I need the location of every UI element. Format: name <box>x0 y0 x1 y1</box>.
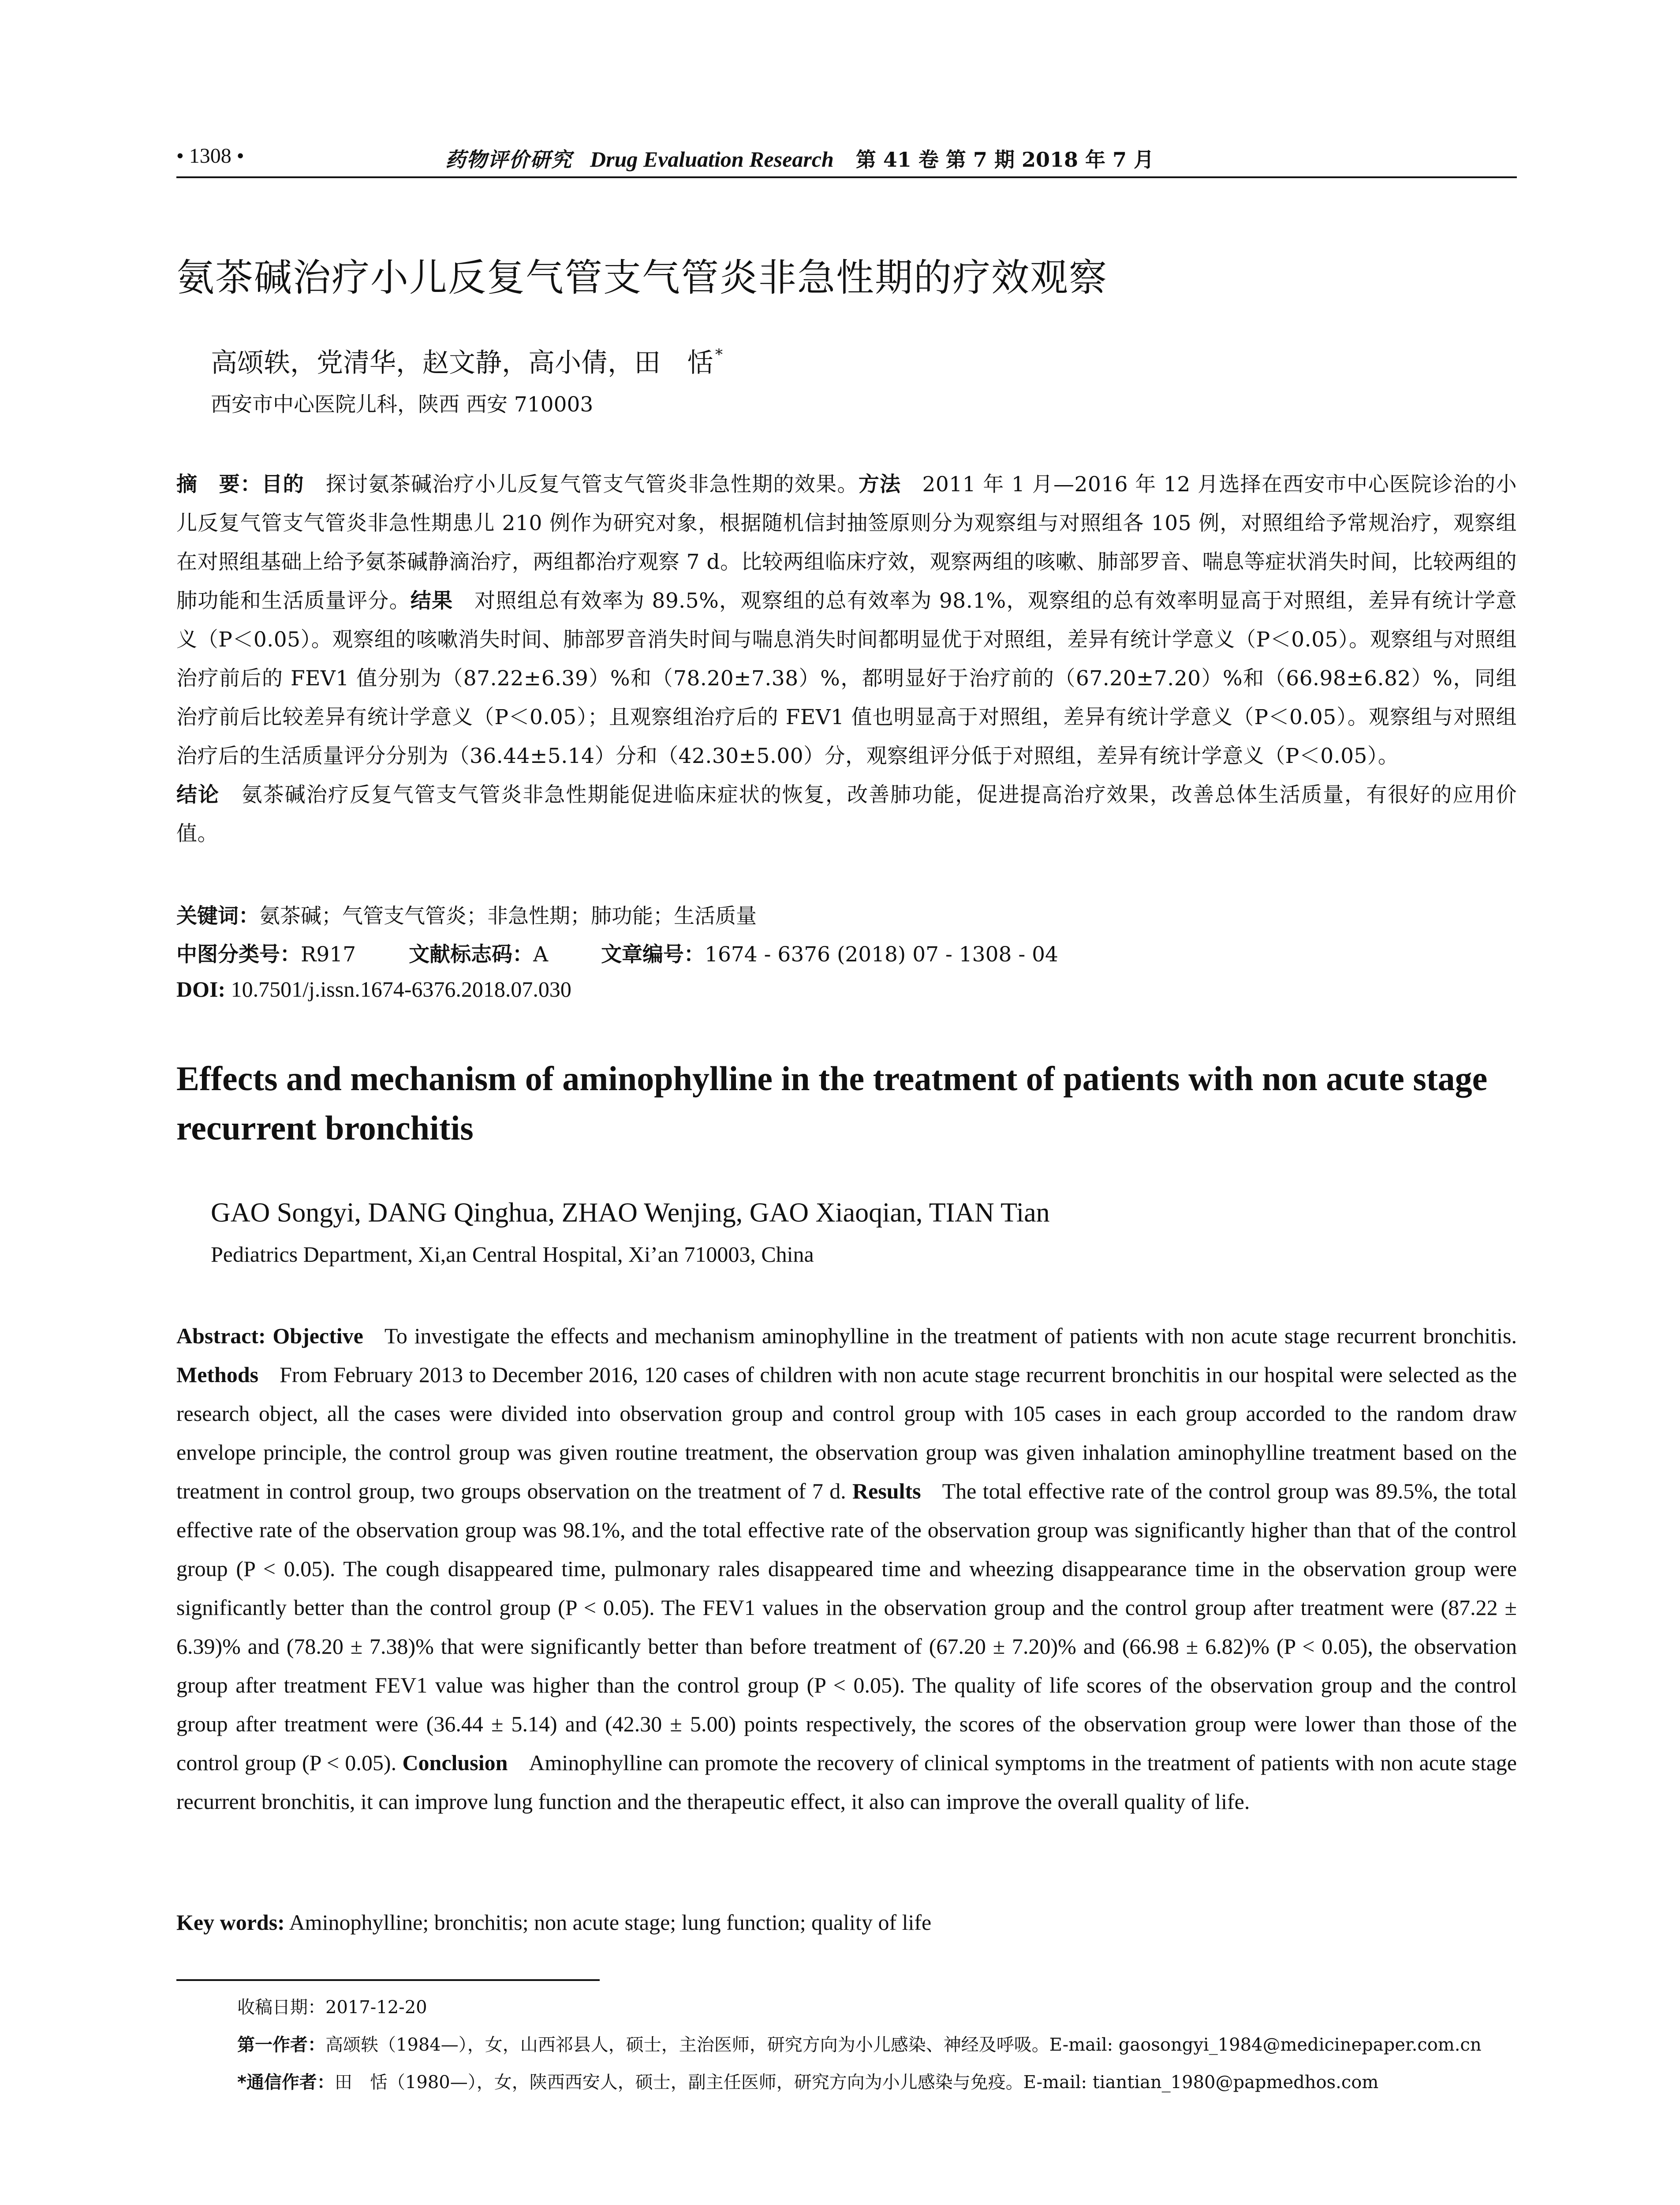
issue-info: 第 41 卷 第 7 期 2018 年 7 月 <box>855 148 1154 172</box>
received-date: 收稿日期：2017-12-20 <box>237 1997 427 2018</box>
cn-results-label: 结果 <box>410 589 453 613</box>
en-affiliation: Pediatrics Department, Xi,an Central Hospital, Xi’an 710003, China <box>211 1242 814 1267</box>
cn-keywords-text: 氨茶碱；气管支气管炎；非急性期；肺功能；生活质量 <box>259 904 757 928</box>
corresponding-author-note <box>237 2068 1378 2093</box>
journal-name-en: Drug Evaluation Research <box>590 147 834 172</box>
article-no-value: 1674 - 6376 (2018) 07 - 1308 - 04 <box>705 942 1058 967</box>
class-label: 中图分类号： <box>176 942 301 967</box>
en-objective-label: Objective <box>273 1323 363 1348</box>
first-author-note <box>237 2031 1482 2056</box>
en-objective-text: To investigate the effects and mechanism aminophylline in the treatment of patients with non acute stage recurrent bronchitis. <box>384 1323 1517 1348</box>
page-number: • 1308 • <box>176 144 244 168</box>
cn-objective-label: 目的 <box>261 472 304 497</box>
article-no-label: 文章编号： <box>601 942 705 967</box>
cn-authors <box>211 342 723 380</box>
en-conclusion-label: Conclusion <box>402 1750 508 1775</box>
cn-abstract <box>176 465 1517 853</box>
doc-code-value: A <box>533 942 549 967</box>
cn-methods-label: 方法 <box>858 472 901 497</box>
en-results-text: The total effective rate of the control group was 89.5%, the total effective rate of the observation group was 98.1%, and the total effective rate of the observation group was significantly higher than that of the control group (P < 0.05). The cough disappeared time, pulmonary rales disappeared time and wheezing disappearance time in the observation group were significantly better than the control group (P < 0.05). The FEV1 values in the observation group and the control group after treatment were (87.22 ± 6.39)% and (78.20 ± 7.38)% that were significantly better than before treatment of (67.20 ± 7.20)% and (66.98 ± 6.82)% (P < 0.05), the observation group after treatment FEV1 value was higher than the control group (P < 0.05). The quality of life scores of the observation group and the control group after treatment were (36.44 ± 5.14) and (42.30 ± 5.00) points respectively, the scores of the observation group were lower than those of the control group (P < 0.05). <box>176 1479 1517 1775</box>
en-abstract-label: Abstract: <box>176 1323 266 1348</box>
header-rule <box>176 176 1517 178</box>
en-methods-label: Methods <box>176 1362 259 1387</box>
cn-author-list: 高颂轶，党清华，赵文静，高小倩，田 恬 <box>211 348 713 378</box>
cn-results-text: 对照组总有效率为 89.5%，观察组的总有效率为 98.1%，观察组的总有效率明显高于对照组，差异有统计学意义（P＜0.05）。观察组的咳嗽消失时间、肺部罗音消失时间与喘息消失时间都明显优于对照组，差异有统计学意义（P＜0.05）。观察组与对照组治疗前后的 FEV1 值分别为（87.22±6.39）%和（78.20±7.38）%，都明显好于治疗前的（67.20±7.20）%和（66.98±6.82）%，同组治疗前后比较差异有统计学意义（P＜0.05）；且观察组治疗后的 FEV1 值也明显高于对照组，差异有统计学意义（P＜0.05）。观察组与对照组治疗后的生活质量评分分别为（36.44±5.14）分和（42.30±5.00）分，观察组评分低于对照组，差异有统计学意义（P＜0.05）。 <box>176 589 1517 768</box>
corresponding-label: *通信作者： <box>237 2072 335 2093</box>
en-conclusion-text: Aminophylline can promote the recovery of clinical symptoms in the treatment of patients with non acute stage recurrent bronchitis, it can improve lung function and the therapeutic effect, it also can improve the overall quality of life. <box>176 1750 1517 1814</box>
first-author-label: 第一作者： <box>237 2035 325 2055</box>
cn-abstract-label: 摘 要： <box>176 472 262 497</box>
doi-value: 10.7501/j.issn.1674-6376.2018.07.030 <box>231 977 571 1002</box>
footnote-rule <box>176 1979 600 1981</box>
journal-logo-cn: 药物评价研究 <box>445 148 572 172</box>
corresponding-text: 田 恬（1980—），女，陕西西安人，硕士，副主任医师，研究方向为小儿感染与免疫。E-mail: tiantian_1980@papmedhos.com <box>334 2072 1379 2093</box>
cn-methods-text: 2011 年 1 月—2016 年 12 月选择在西安市中心医院诊治的小儿反复气管支气管炎非急性期患儿 210 例作为研究对象，根据随机信封抽签原则分为观察组与对照组各 105 例，对照组给予常规治疗，观察组在对照组基础上给予氨茶碱静滴治疗，两组都治疗观察 7 d。比较两组临床疗效，观察两组的咳嗽、肺部罗音、喘息等症状消失时间，比较两组的肺功能和生活质量评分。 <box>176 472 1517 613</box>
en-title: Effects and mechanism of aminophylline in the treatment of patients with non acute stage recurrent bronchitis <box>176 1059 1488 1147</box>
cn-objective-text: 探讨氨茶碱治疗小儿反复气管支气管炎非急性期的效果。 <box>325 472 859 497</box>
en-abstract <box>176 1316 1517 1821</box>
en-keywords-text: Aminophylline; bronchitis; non acute stage; lung function; quality of life <box>289 1910 932 1935</box>
en-authors: GAO Songyi, DANG Qinghua, ZHAO Wenjing, GAO Xiaoqian, TIAN Tian <box>211 1198 1050 1228</box>
cn-affiliation: 西安市中心医院儿科，陕西 西安 710003 <box>211 392 594 417</box>
doi-label: DOI: <box>176 977 226 1002</box>
en-keywords-label: Key words: <box>176 1910 285 1935</box>
cn-keywords <box>176 900 757 929</box>
doc-code-label: 文献标志码： <box>409 942 534 967</box>
cn-title: 氨茶碱治疗小儿反复气管支气管炎非急性期的疗效观察 <box>176 256 1108 300</box>
en-results-label: Results <box>852 1479 921 1503</box>
doi-line <box>176 976 571 1002</box>
cn-conclusion-text: 氨茶碱治疗反复气管支气管炎非急性期能促进临床症状的恢复，改善肺功能，促进提高治疗效果，改善总体生活质量，有很好的应用价值。 <box>176 783 1517 846</box>
first-author-text: 高颂轶（1984—），女，山西祁县人，硕士，主治医师，研究方向为小儿感染、神经及呼吸。E-mail: gaosongyi_1984@medicinepaper.com.cn <box>325 2035 1482 2055</box>
cn-keywords-label: 关键词： <box>176 904 259 928</box>
cn-conclusion-label: 结论 <box>176 783 220 807</box>
en-methods-text: From February 2013 to December 2016, 120 cases of children with non acute stage recurrent bronchitis in our hospital were selected as the research object, all the cases were divided into observation group and control group with 105 cases in each group accorded to the random draw envelope principle, the control group was given routine treatment, the observation group was given inhalation aminophylline treatment based on the treatment in control group, two groups observation on the treatment of 7 d. <box>176 1362 1517 1503</box>
running-header <box>445 144 1154 173</box>
en-keywords <box>176 1910 931 1935</box>
cn-classification <box>176 938 1058 968</box>
class-value: R917 <box>301 942 356 967</box>
corresponding-mark: * <box>715 346 723 363</box>
